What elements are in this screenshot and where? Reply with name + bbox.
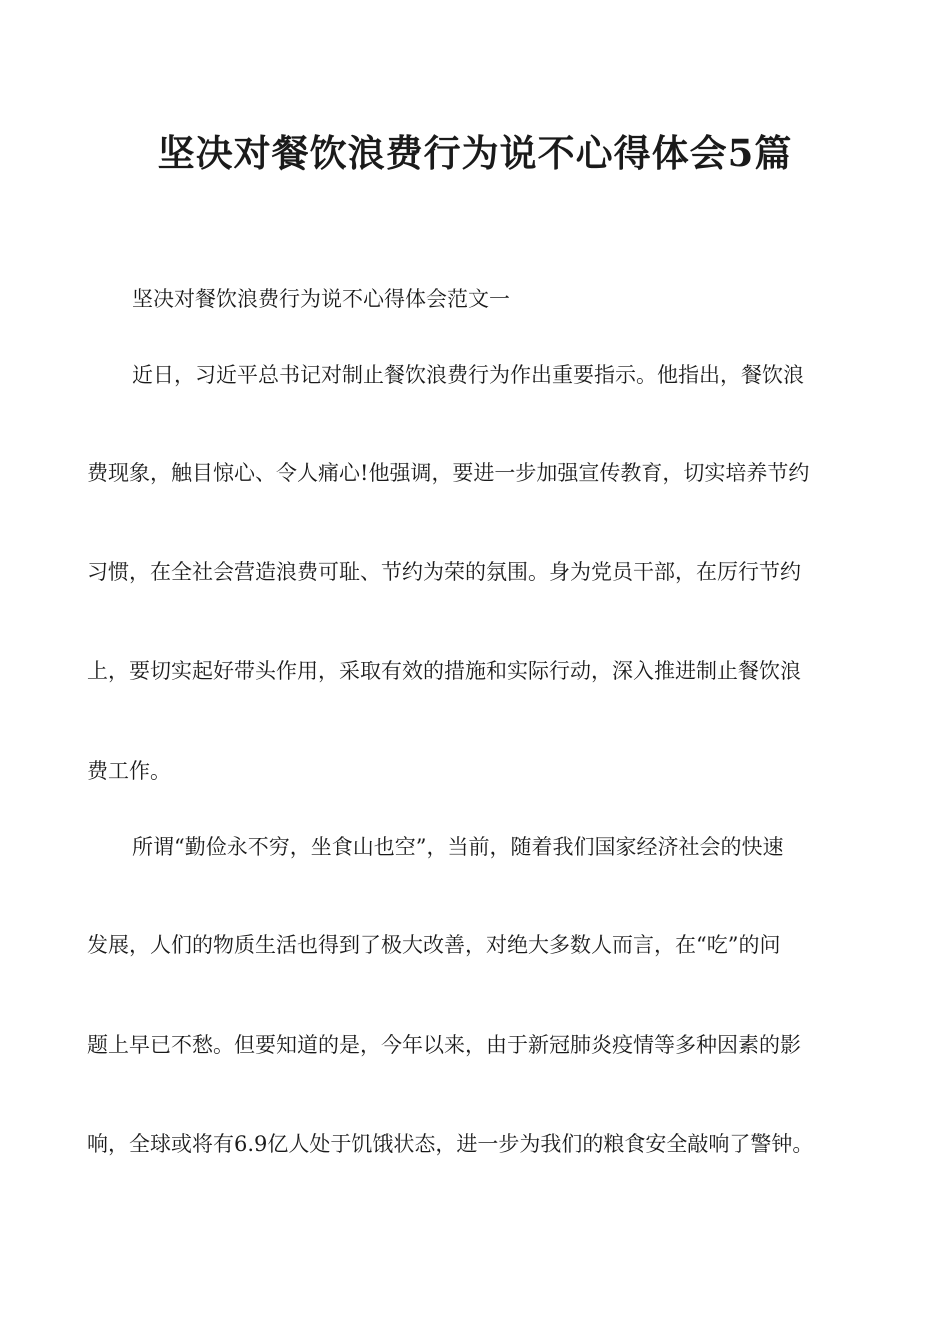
paragraph-line: 上，要切实起好带头作用，采取有效的措施和实际行动，深入推进制止餐饮浪 — [87, 659, 801, 683]
paragraph-line: 近日，习近平总书记对制止餐饮浪费行为作出重要指示。他指出，餐饮浪 — [132, 363, 804, 387]
paragraph-line: 所谓“勤俭永不穷，坐食山也空”，当前，随着我们国家经济社会的快速 — [132, 835, 784, 859]
paragraph-line: 题上早已不愁。但要知道的是，今年以来，由于新冠肺炎疫情等多种因素的影 — [87, 1033, 801, 1057]
paragraph-line: 发展，人们的物质生活也得到了极大改善，对绝大多数人而言，在“吃”的问 — [87, 933, 781, 957]
paragraph-line: 费工作。 — [87, 759, 171, 783]
paragraph-line: 习惯，在全社会营造浪费可耻、节约为荣的氛围。身为党员干部，在厉行节约 — [87, 560, 801, 584]
section-heading: 坚决对餐饮浪费行为说不心得体会范文一 — [132, 287, 510, 311]
document-title: 坚决对餐饮浪费行为说不心得体会5篇 — [157, 131, 793, 175]
paragraph-line: 费现象，触目惊心、令人痛心!他强调，要进一步加强宣传教育，切实培养节约 — [87, 461, 810, 485]
paragraph-line: 响，全球或将有6.9亿人处于饥饿状态，进一步为我们的粮食安全敲响了警钟。 — [87, 1132, 814, 1156]
